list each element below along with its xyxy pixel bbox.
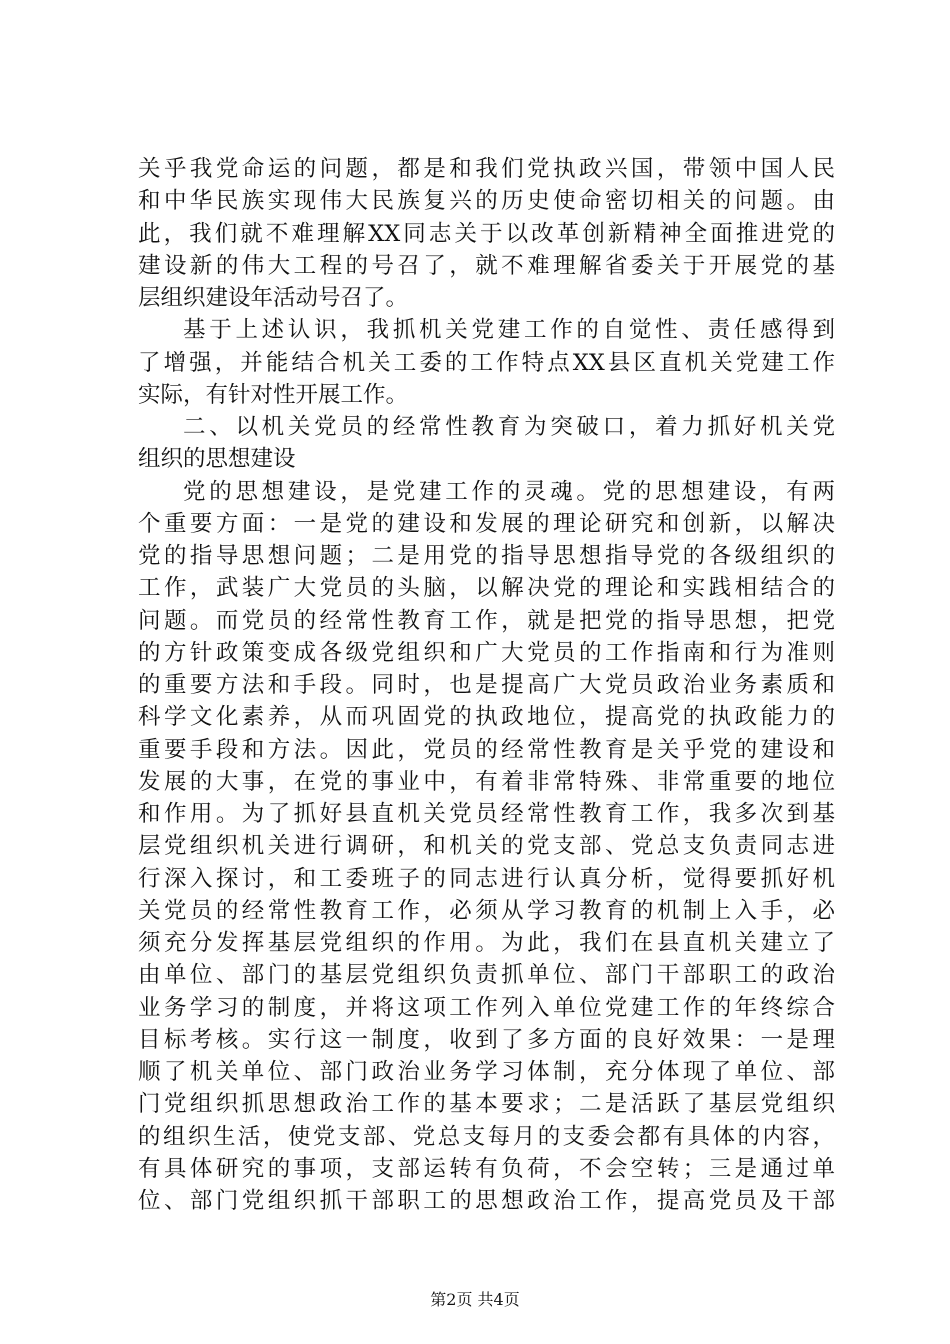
text-line: 行深入探讨，和工委班子的同志进行认真分析，觉得要抓好机 — [138, 865, 835, 892]
text-line: 层组织建设年活动号召了。 — [138, 285, 409, 311]
text-line: 工作，武装广大党员的头脑，以解决党的理论和实践相结合的 — [138, 575, 835, 602]
text-line: 科学文化素养，从而巩固党的执政地位，提高党的执政能力的 — [138, 704, 835, 731]
text-line: 此，我们就不难理解XX同志关于以改革创新精神全面推进党的 — [138, 220, 835, 247]
text-line: 实际，有针对性开展工作。 — [138, 381, 409, 408]
text-line: 组织的思想建设 — [138, 446, 296, 473]
text-line: 党的思想建设，是党建工作的灵魂。党的思想建设，有两 — [183, 478, 835, 505]
text-line: 个重要方面：一是党的建设和发展的理论研究和创新，以解决 — [138, 510, 835, 537]
text-line: 门党组织抓思想政治工作的基本要求；二是活跃了基层党组织 — [138, 1091, 835, 1118]
text-line: 须充分发挥基层党组织的作用。为此，我们在县直机关建立了 — [138, 930, 835, 956]
text-line: 业务学习的制度，并将这项工作列入单位党建工作的年终综合 — [138, 994, 835, 1021]
text-line: 位、部门党组织抓干部职工的思想政治工作，提高党员及干部 — [138, 1188, 835, 1214]
text-line: 由单位、部门的基层党组织负责抓单位、部门干部职工的政治 — [138, 962, 835, 989]
text-line: 二、以机关党员的经常性教育为突破口，着力抓好机关党 — [183, 414, 835, 440]
text-line: 层党组织机关进行调研，和机关的党支部、党总支负责同志进 — [138, 833, 835, 860]
text-line: 有具体研究的事项，支部运转有负荷，不会空转；三是通过单 — [138, 1155, 835, 1182]
text-line: 重要手段和方法。因此，党员的经常性教育是关乎党的建设和 — [138, 736, 835, 763]
text-line: 问题。而党员的经常性教育工作，就是把党的指导思想，把党 — [138, 607, 835, 634]
text-line: 关党员的经常性教育工作，必须从学习教育的机制上入手，必 — [138, 897, 835, 924]
text-line: 的重要方法和手段。同时，也是提高广大党员政治业务素质和 — [138, 672, 835, 698]
page-footer: 第2页 共4页 — [430, 1290, 520, 1309]
text-line: 关乎我党命运的问题，都是和我们党执政兴国，带领中国人民 — [138, 156, 835, 182]
text-line: 建设新的伟大工程的号召了，就不难理解省委关于开展党的基 — [138, 252, 835, 279]
text-line: 目标考核。实行这一制度，收到了多方面的良好效果：一是理 — [138, 1026, 835, 1053]
text-line: 的方针政策变成各级党组织和广大党员的工作指南和行为准则 — [138, 639, 835, 666]
text-line: 发展的大事，在党的事业中，有着非常特殊、非常重要的地位 — [138, 768, 835, 795]
text-line: 了增强，并能结合机关工委的工作特点XX县区直机关党建工作 — [138, 349, 835, 376]
text-line: 和中华民族实现伟大民族复兴的历史使命密切相关的问题。由 — [138, 188, 835, 215]
text-line: 的组织生活，使党支部、党总支每月的支委会都有具体的内容， — [138, 1123, 835, 1150]
text-line: 党的指导思想问题；二是用党的指导思想指导党的各级组织的 — [138, 543, 835, 569]
text-line: 顺了机关单位、部门政治业务学习体制，充分体现了单位、部 — [138, 1059, 835, 1085]
text-line: 和作用。为了抓好县直机关党员经常性教育工作，我多次到基 — [138, 801, 835, 827]
document-body — [138, 153, 835, 1217]
text-line: 基于上述认识，我抓机关党建工作的自觉性、责任感得到 — [183, 317, 835, 344]
